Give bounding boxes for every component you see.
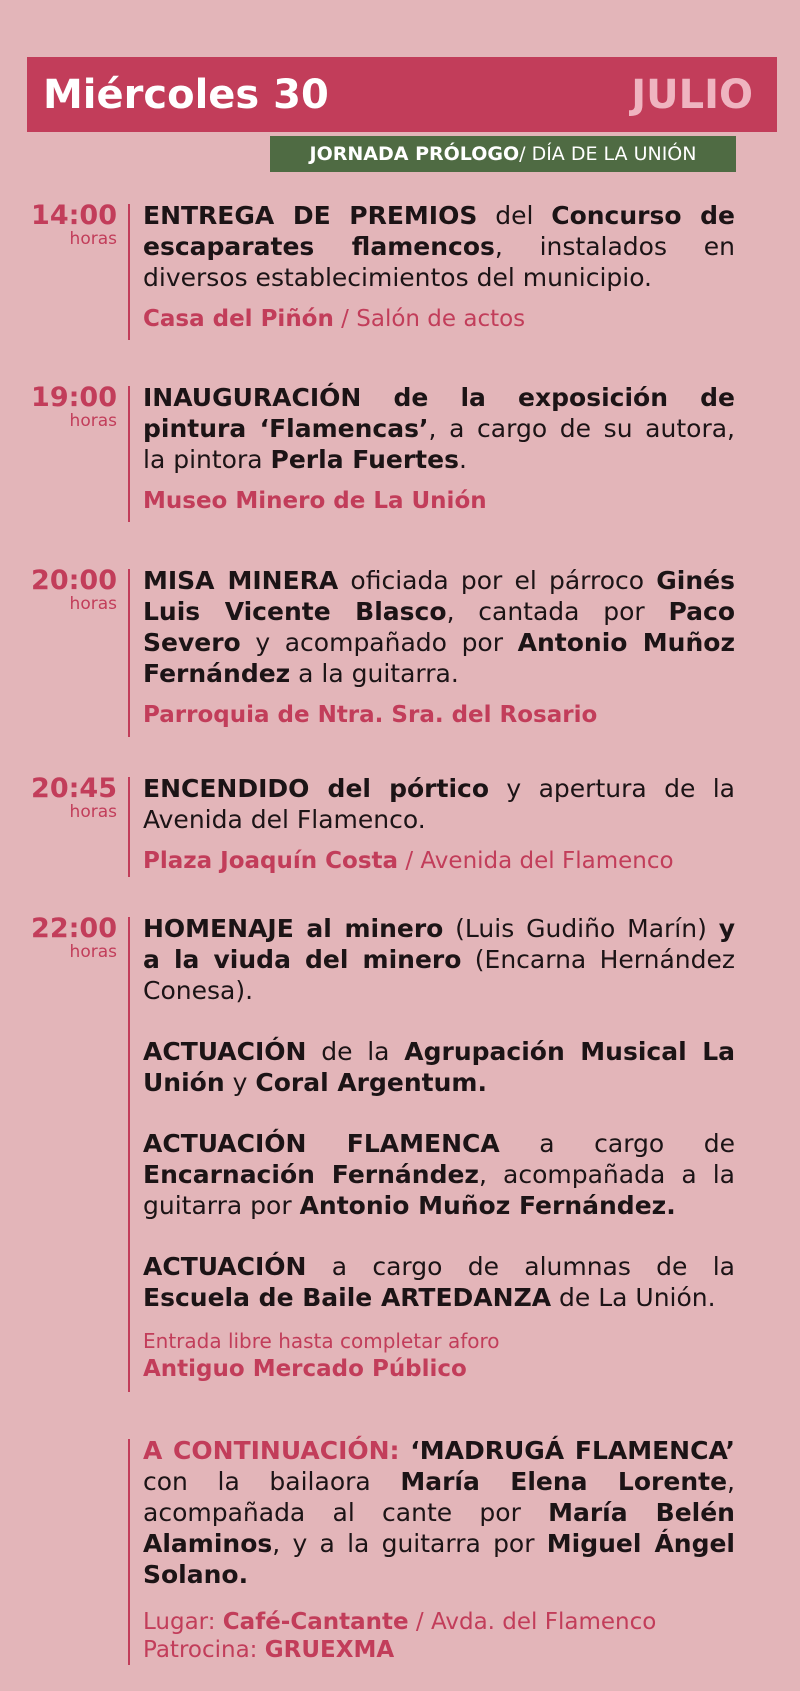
timeline-line	[128, 204, 130, 340]
time-value: 14:00	[31, 200, 117, 231]
event-venue: Plaza Joaquín Costa / Avenida del Flamenco	[143, 848, 674, 874]
event-content	[143, 382, 735, 515]
badge-text: / DÍA DE LA UNIÓN	[519, 143, 697, 165]
time-unit: horas	[69, 594, 117, 614]
month-title: JULIO	[631, 71, 753, 118]
event-description: MISA MINERA oficiada por el párroco Ginés Luis Vicente Blasco, cantada por Paco Severo y acompañado por Antonio Muñoz Fernández a la guitarra.	[143, 566, 736, 688]
dance-performance-description: ACTUACIÓN a cargo de alumnas de la Escuela de Baile ARTEDANZA de La Unión.	[143, 1252, 735, 1312]
time-unit: horas	[69, 229, 117, 249]
event-content	[143, 565, 735, 729]
time-value: 22:00	[31, 913, 117, 944]
time-value: 19:00	[31, 382, 117, 413]
event-description: A CONTINUACIÓN: ‘MADRUGÁ FLAMENCA’ con la bailaora María Elena Lorente, acompañada al cante por María Belén Alaminos, y a la guitarra por Miguel Ángel Solano.	[143, 1436, 736, 1589]
event-time	[31, 567, 117, 613]
entry-note: Entrada libre hasta completar aforo	[143, 1329, 500, 1353]
event-description: ENTREGA DE PREMIOS del Concurso de escaparates flamencos, instalados en diversos establecimientos del municipio.	[143, 201, 735, 292]
event-content	[143, 1435, 735, 1664]
time-unit: horas	[69, 411, 117, 431]
event-content	[143, 200, 735, 333]
event-venue: Antiguo Mercado Público	[143, 1356, 467, 1382]
event-time	[31, 202, 117, 248]
tribute-description: HOMENAJE al minero (Luis Gudiño Marín) y a la viuda del minero (Encarna Hernández Conesa).	[143, 914, 735, 1005]
event-venue: Casa del Piñón / Salón de actos	[143, 306, 526, 332]
event-time	[31, 384, 117, 430]
event-content	[143, 773, 735, 875]
event-description: INAUGURACIÓN de la exposición de pintura ‘Flamencas’, a cargo de su autora, la pintora Perla Fuertes.	[143, 383, 735, 474]
subtitle-badge	[270, 136, 736, 172]
event-place: Lugar: Café-Cantante / Avda. del Flamenco	[143, 1609, 657, 1635]
band-performance-description: ACTUACIÓN de la Agrupación Musical La Unión y Coral Argentum.	[143, 1037, 735, 1097]
day-header	[27, 57, 777, 132]
time-value: 20:45	[31, 773, 117, 804]
timeline-line	[128, 1439, 130, 1665]
timeline-line	[128, 569, 130, 737]
event-description: ENCENDIDO del pórtico y apertura de la Avenida del Flamenco.	[143, 774, 735, 834]
timeline-line	[128, 386, 130, 522]
event-venue: Parroquia de Ntra. Sra. del Rosario	[143, 702, 598, 728]
day-title: Miércoles 30	[43, 71, 329, 118]
event-time	[31, 775, 117, 821]
time-unit: horas	[69, 802, 117, 822]
timeline-line	[128, 917, 130, 1392]
flamenco-performance-description: ACTUACIÓN FLAMENCA a cargo de Encarnación Fernández, acompañada a la guitarra por Antonio Muñoz Fernández.	[143, 1129, 735, 1220]
badge-bold-text: JORNADA PRÓLOGO	[309, 143, 520, 165]
event-content	[143, 913, 735, 1383]
timeline-line	[128, 777, 130, 877]
time-unit: horas	[69, 942, 117, 962]
time-value: 20:00	[31, 565, 117, 596]
event-venue: Museo Minero de La Unión	[143, 488, 487, 514]
event-sponsor: Patrocina: GRUEXMA	[143, 1637, 395, 1663]
event-time	[31, 915, 117, 961]
